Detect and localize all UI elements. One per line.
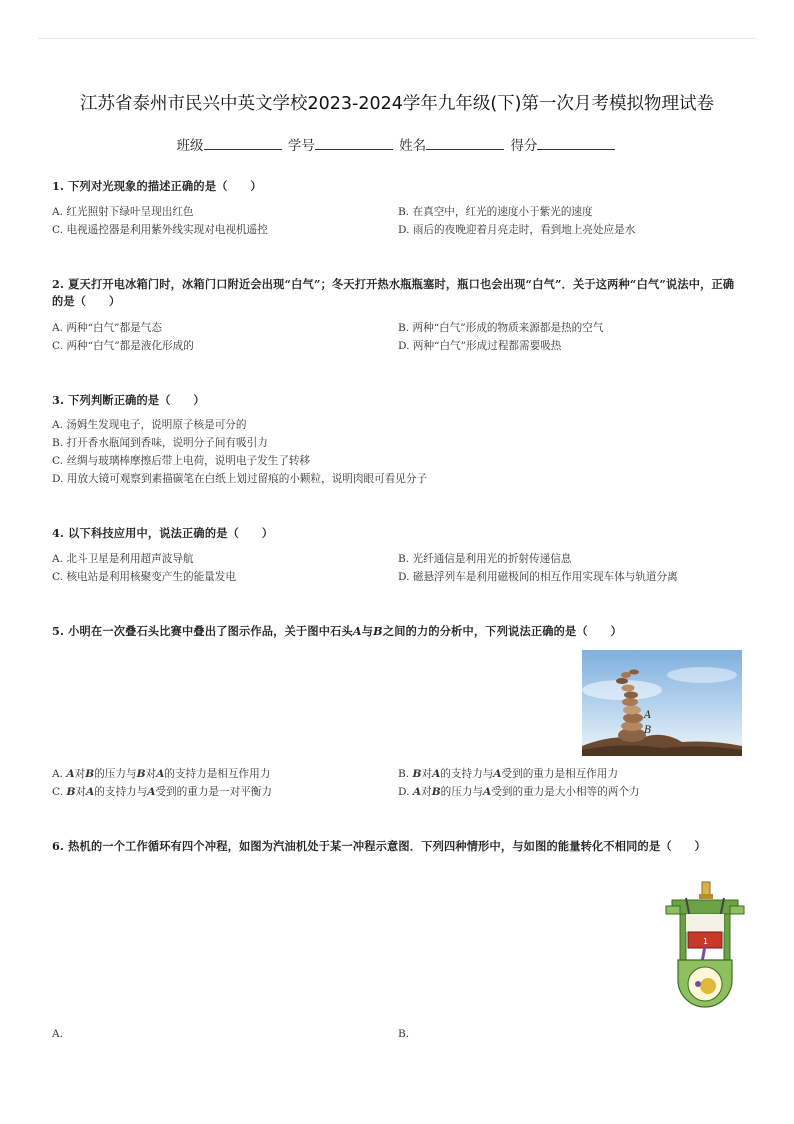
question-5-stem [52,623,742,640]
question-2-option-c[interactable]: C. 两种“白气”都是液化形成的 [52,340,194,352]
question-5-option-c[interactable]: C. B对A的支持力与A受到的重力是一对平衡力 [52,786,272,798]
figure-label-a: A [644,710,652,721]
question-4-option-d[interactable]: D. 磁悬浮列车是利用磁极间的相互作用实现车体与轨道分离 [398,571,678,583]
question-2-stem: 2. 夏天打开电冰箱门时，冰箱门口附近会出现“白气”；冬天打开热水瓶瓶塞时，瓶口也会出现“白气”．关于这两种“白气”说法中，正确的是（ ） [52,277,735,308]
stacked-stones-photo [582,650,742,756]
class-label: 班级 [176,138,204,154]
class-blank[interactable] [204,137,282,150]
q5-stem-part2: 与 [361,624,374,638]
question-2-option-a[interactable]: A. 两种“白气”都是气态 [52,322,162,334]
question-1-stem: 1. 下列对光现象的描述正确的是（ ） [52,179,262,193]
figure-label-b: B [644,725,652,736]
question-1-option-a[interactable]: A. 红光照射下绿叶呈现出红色 [52,206,194,218]
question-2-option-d[interactable]: D. 两种“白气”形成过程都需要吸热 [398,340,562,352]
q5-stem-part3: 之间的力的分析中，下列说法正确的是（ ） [382,624,622,638]
q5-stone-b: B [373,624,383,638]
question-3-option-a[interactable]: A. 汤姆生发现电子，说明原子核是可分的 [52,419,247,431]
question-4-stem: 4. 以下科技应用中，说法正确的是（ ） [52,526,274,540]
gasoline-engine-diagram [664,880,746,1016]
question-1-option-c[interactable]: C. 电视遥控器是利用紫外线实现对电视机遥控 [52,224,268,236]
score-blank[interactable] [537,137,615,150]
question-2-option-b[interactable]: B. 两种“白气”形成的物质来源都是热的空气 [398,322,604,334]
student-info-line [0,134,794,154]
name-blank[interactable] [426,137,504,150]
name-label: 姓名 [399,138,427,154]
question-5-option-d[interactable]: D. A对B的压力与A受到的重力是大小相等的两个力 [398,786,640,798]
question-6-stem: 6. 热机的一个工作循环有四个冲程，如图为汽油机处于某一冲程示意图．下列四种情形中，与如图的能量转化不相同的是（ ） [52,839,706,853]
question-1-option-b[interactable]: B. 在真空中，红光的速度小于紫光的速度 [398,206,593,218]
question-3-option-d[interactable]: D. 用放大镜可观察到素描碳笔在白纸上划过留痕的小颗粒，说明肉眼可看见分子 [52,473,428,485]
top-rule [38,38,756,39]
question-5-option-b[interactable]: B. B对A的支持力与A受到的重力是相互作用力 [398,768,619,780]
question-6-option-b[interactable]: B. [398,1028,410,1040]
question-1-option-d[interactable]: D. 雨后的夜晚迎着月亮走时，看到地上亮处应是水 [398,224,636,236]
question-4-option-b[interactable]: B. 光纤通信是利用光的折射传递信息 [398,553,572,565]
question-3-stem: 3. 下列判断正确的是（ ） [52,393,205,407]
question-3-option-b[interactable]: B. 打开香水瓶闻到香味，说明分子间有吸引力 [52,437,268,449]
q5-stone-a: A [352,624,362,638]
page-title: 江苏省泰州市民兴中英文学校2023-2024学年九年级(下)第一次月考模拟物理试卷 [79,94,715,114]
question-3-option-c[interactable]: C. 丝绸与玻璃棒摩擦后带上电荷，说明电子发生了转移 [52,455,311,467]
q5-stem-part1: 5. 小明在一次叠石头比赛中叠出了图示作品，关于图中石头 [52,624,353,638]
question-5-option-a[interactable]: A. A对B的压力与B对A的支持力是相互作用力 [52,768,271,780]
score-label: 得分 [510,138,538,154]
question-4-option-c[interactable]: C. 核电站是利用核聚变产生的能量发电 [52,571,236,583]
question-6-option-a[interactable]: A. [52,1028,64,1040]
student-id-label: 学号 [287,138,315,154]
question-4-option-a[interactable]: A. 北斗卫星是利用超声波导航 [52,553,194,565]
student-id-blank[interactable] [315,137,393,150]
svg-text:1: 1 [703,937,709,946]
